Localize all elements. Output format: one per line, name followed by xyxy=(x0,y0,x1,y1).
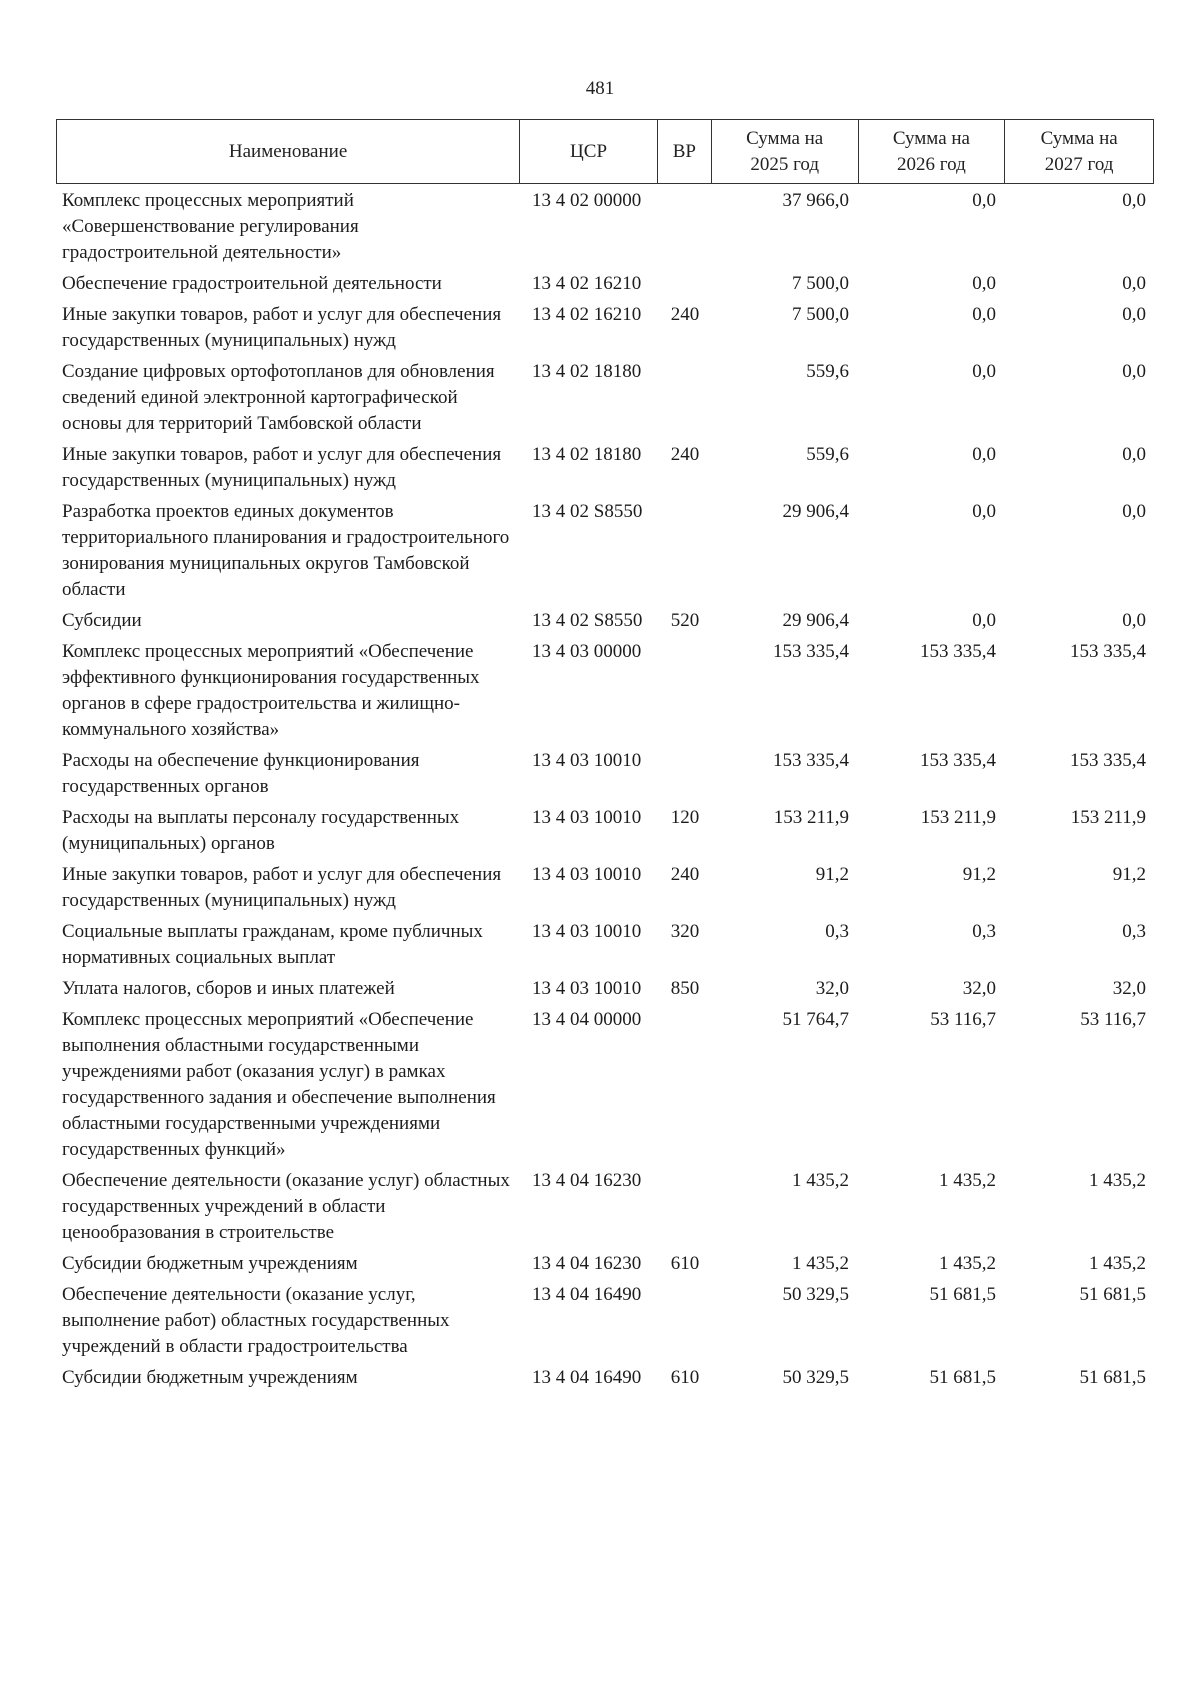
cell-sum-2027: 51 681,5 xyxy=(1079,1284,1146,1305)
table-row xyxy=(56,748,1154,800)
cell-sum-2025: 50 329,5 xyxy=(782,1367,849,1388)
cell-vr: 520 xyxy=(670,610,700,631)
cell-sum-2026: 0,0 xyxy=(972,501,996,522)
cell-csr: 13 4 03 10010 xyxy=(532,864,642,885)
cell-sum-2026: 0,0 xyxy=(972,361,996,382)
cell-name: Комплекс процессных мероприятий «Обеспечение выполнения областными государственными учреждениями работ (оказания услуг) в рамках государственного задания и обеспечение выполнения областными государственными учреждениями государственных функций» xyxy=(62,1009,496,1160)
cell-sum-2027: 0,0 xyxy=(1122,610,1146,631)
cell-csr: 13 4 02 S8550 xyxy=(532,610,643,631)
cell-sum-2025: 32,0 xyxy=(815,978,849,999)
cell-name: Комплекс процессных мероприятий «Обеспечение эффективного функционирования государственных органов в сфере градостроительства и жилищно-коммунального хозяйства» xyxy=(62,641,480,740)
cell-csr: 13 4 04 16230 xyxy=(532,1253,642,1274)
header-name: Наименование xyxy=(57,120,520,183)
cell-name: Субсидии бюджетным учреждениям xyxy=(62,1367,358,1388)
cell-name: Иные закупки товаров, работ и услуг для обеспечения государственных (муниципальных) нужд xyxy=(62,864,502,911)
cell-sum-2025: 0,3 xyxy=(825,921,849,942)
table-row xyxy=(56,608,1154,634)
cell-sum-2026: 1 435,2 xyxy=(939,1253,996,1274)
page-number: 481 xyxy=(585,78,615,99)
cell-name: Расходы на выплаты персоналу государственных (муниципальных) органов xyxy=(62,807,460,854)
cell-csr: 13 4 02 18180 xyxy=(532,444,642,465)
cell-name: Комплекс процессных мероприятий «Совершенствование регулирования градостроительной деятельности» xyxy=(62,190,359,263)
cell-sum-2025: 1 435,2 xyxy=(792,1253,849,1274)
cell-sum-2027: 0,0 xyxy=(1122,501,1146,522)
table-row xyxy=(56,919,1154,971)
cell-sum-2027: 0,0 xyxy=(1122,273,1146,294)
table-row xyxy=(56,639,1154,743)
cell-sum-2027: 32,0 xyxy=(1112,978,1146,999)
cell-sum-2025: 7 500,0 xyxy=(792,273,849,294)
cell-vr: 240 xyxy=(670,304,700,325)
cell-sum-2025: 559,6 xyxy=(806,361,849,382)
cell-csr: 13 4 02 00000 xyxy=(532,190,642,211)
cell-sum-2027: 0,0 xyxy=(1122,190,1146,211)
header-csr: ЦСР xyxy=(520,120,658,183)
cell-sum-2025: 91,2 xyxy=(815,864,849,885)
cell-csr: 13 4 04 16490 xyxy=(532,1367,642,1388)
table-row xyxy=(56,1282,1154,1360)
cell-sum-2026: 32,0 xyxy=(962,978,996,999)
header-sum-2026: Сумма на 2026 год xyxy=(859,120,1006,183)
cell-sum-2027: 51 681,5 xyxy=(1079,1367,1146,1388)
table-body xyxy=(56,188,1154,1396)
cell-vr: 850 xyxy=(670,978,700,999)
table-row xyxy=(56,1365,1154,1391)
cell-sum-2026: 91,2 xyxy=(962,864,996,885)
cell-csr: 13 4 02 16210 xyxy=(532,273,642,294)
cell-sum-2027: 0,0 xyxy=(1122,444,1146,465)
header-sum-2025: Сумма на 2025 год xyxy=(712,120,859,183)
cell-name: Обеспечение деятельности (оказание услуг) областных государственных учреждений в области ценообразования в строительстве xyxy=(62,1170,510,1243)
cell-sum-2027: 0,3 xyxy=(1122,921,1146,942)
cell-vr: 610 xyxy=(670,1367,700,1388)
cell-name: Обеспечение градостроительной деятельности xyxy=(62,273,442,294)
table-row xyxy=(56,442,1154,494)
cell-name: Создание цифровых ортофотопланов для обновления сведений единой электронной картографической основы для территорий Тамбовской области xyxy=(62,361,495,434)
cell-sum-2026: 153 335,4 xyxy=(920,641,996,662)
cell-sum-2027: 91,2 xyxy=(1112,864,1146,885)
cell-sum-2025: 51 764,7 xyxy=(782,1009,849,1030)
cell-sum-2025: 7 500,0 xyxy=(792,304,849,325)
cell-sum-2027: 153 211,9 xyxy=(1070,807,1146,828)
cell-sum-2026: 0,0 xyxy=(972,190,996,211)
cell-csr: 13 4 03 10010 xyxy=(532,921,642,942)
cell-vr: 610 xyxy=(670,1253,700,1274)
cell-sum-2026: 51 681,5 xyxy=(929,1284,996,1305)
table-row xyxy=(56,359,1154,437)
cell-sum-2025: 559,6 xyxy=(806,444,849,465)
cell-sum-2026: 0,0 xyxy=(972,444,996,465)
cell-csr: 13 4 03 00000 xyxy=(532,641,642,662)
cell-sum-2025: 1 435,2 xyxy=(792,1170,849,1191)
table-row xyxy=(56,499,1154,603)
cell-name: Субсидии xyxy=(62,610,142,631)
header-vr: ВР xyxy=(658,120,712,183)
cell-vr: 240 xyxy=(670,864,700,885)
table-row xyxy=(56,271,1154,297)
table-row xyxy=(56,1251,1154,1277)
cell-vr: 240 xyxy=(670,444,700,465)
cell-name: Социальные выплаты гражданам, кроме публичных нормативных социальных выплат xyxy=(62,921,483,968)
table-row xyxy=(56,976,1154,1002)
cell-sum-2025: 153 335,4 xyxy=(773,641,849,662)
cell-csr: 13 4 03 10010 xyxy=(532,978,642,999)
cell-vr: 320 xyxy=(670,921,700,942)
table-row xyxy=(56,302,1154,354)
cell-vr: 120 xyxy=(670,807,700,828)
cell-sum-2026: 0,0 xyxy=(972,304,996,325)
cell-sum-2026: 153 211,9 xyxy=(920,807,996,828)
table-row xyxy=(56,805,1154,857)
cell-csr: 13 4 04 16230 xyxy=(532,1170,642,1191)
table-header xyxy=(56,119,1154,184)
cell-sum-2025: 29 906,4 xyxy=(782,610,849,631)
cell-csr: 13 4 03 10010 xyxy=(532,750,642,771)
cell-sum-2027: 0,0 xyxy=(1122,304,1146,325)
cell-csr: 13 4 03 10010 xyxy=(532,807,642,828)
cell-sum-2025: 37 966,0 xyxy=(782,190,849,211)
table-row xyxy=(56,188,1154,266)
cell-sum-2026: 0,0 xyxy=(972,610,996,631)
cell-sum-2026: 0,3 xyxy=(972,921,996,942)
cell-name: Уплата налогов, сборов и иных платежей xyxy=(62,978,395,999)
cell-sum-2027: 53 116,7 xyxy=(1080,1009,1146,1030)
cell-sum-2026: 0,0 xyxy=(972,273,996,294)
cell-name: Разработка проектов единых документов территориального планирования и градостроительного зонирования муниципальных округов Тамбовской области xyxy=(62,501,510,600)
cell-sum-2026: 1 435,2 xyxy=(939,1170,996,1191)
cell-sum-2026: 53 116,7 xyxy=(930,1009,996,1030)
cell-csr: 13 4 02 S8550 xyxy=(532,501,643,522)
cell-csr: 13 4 04 00000 xyxy=(532,1009,642,1030)
cell-sum-2027: 1 435,2 xyxy=(1089,1170,1146,1191)
cell-csr: 13 4 02 16210 xyxy=(532,304,642,325)
table-row xyxy=(56,1007,1154,1163)
cell-sum-2027: 0,0 xyxy=(1122,361,1146,382)
cell-sum-2026: 51 681,5 xyxy=(929,1367,996,1388)
cell-csr: 13 4 02 18180 xyxy=(532,361,642,382)
header-sum-2027: Сумма на 2027 год xyxy=(1040,127,1118,175)
cell-csr: 13 4 04 16490 xyxy=(532,1284,642,1305)
cell-sum-2025: 29 906,4 xyxy=(782,501,849,522)
cell-sum-2027: 153 335,4 xyxy=(1070,750,1146,771)
cell-name: Иные закупки товаров, работ и услуг для обеспечения государственных (муниципальных) нужд xyxy=(62,444,502,491)
cell-name: Обеспечение деятельности (оказание услуг, выполнение работ) областных государственных учреждений в области градостроительства xyxy=(62,1284,450,1357)
cell-sum-2026: 153 335,4 xyxy=(920,750,996,771)
cell-name: Иные закупки товаров, работ и услуг для обеспечения государственных (муниципальных) нужд xyxy=(62,304,502,351)
table-row xyxy=(56,862,1154,914)
cell-sum-2027: 153 335,4 xyxy=(1070,641,1146,662)
cell-sum-2025: 50 329,5 xyxy=(782,1284,849,1305)
cell-sum-2027: 1 435,2 xyxy=(1089,1253,1146,1274)
cell-sum-2025: 153 335,4 xyxy=(773,750,849,771)
cell-sum-2025: 153 211,9 xyxy=(773,807,849,828)
cell-name: Субсидии бюджетным учреждениям xyxy=(62,1253,358,1274)
table-row xyxy=(56,1168,1154,1246)
cell-name: Расходы на обеспечение функционирования государственных органов xyxy=(62,750,420,797)
